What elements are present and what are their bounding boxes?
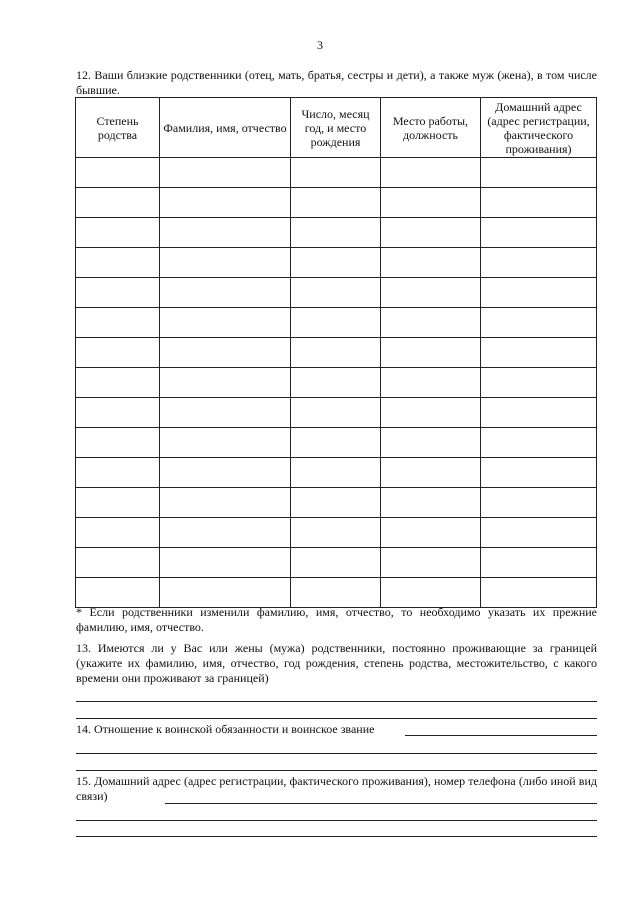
workplace-cell[interactable]	[381, 368, 481, 398]
workplace-cell[interactable]	[381, 308, 481, 338]
address-cell[interactable]	[481, 488, 597, 518]
birth-cell[interactable]	[291, 518, 381, 548]
address-cell[interactable]	[481, 428, 597, 458]
column-header-relation: Степень родства	[76, 98, 160, 158]
address-cell[interactable]	[481, 338, 597, 368]
birth-cell[interactable]	[291, 428, 381, 458]
table-row	[76, 578, 597, 608]
birth-cell[interactable]	[291, 158, 381, 188]
address-cell[interactable]	[481, 248, 597, 278]
relation-cell[interactable]	[76, 158, 160, 188]
section-15-answer-line-2[interactable]	[76, 820, 597, 821]
table-row	[76, 278, 597, 308]
section-13-answer-line-1[interactable]	[76, 701, 597, 702]
birth-cell[interactable]	[291, 548, 381, 578]
column-header-address: Домашний адрес (адрес регистрации, фактического проживания)	[481, 98, 597, 158]
address-cell[interactable]	[481, 458, 597, 488]
relatives-table	[75, 97, 597, 608]
full-name-cell[interactable]	[160, 458, 291, 488]
full-name-cell[interactable]	[160, 518, 291, 548]
full-name-cell[interactable]	[160, 188, 291, 218]
section-14-question: 14. Отношение к воинской обязанности и воинское звание	[76, 722, 375, 736]
table-row	[76, 488, 597, 518]
relation-cell[interactable]	[76, 248, 160, 278]
table-row	[76, 518, 597, 548]
table-row	[76, 248, 597, 278]
workplace-cell[interactable]	[381, 518, 481, 548]
birth-cell[interactable]	[291, 308, 381, 338]
relation-cell[interactable]	[76, 188, 160, 218]
workplace-cell[interactable]	[381, 398, 481, 428]
workplace-cell[interactable]	[381, 338, 481, 368]
column-header-workplace: Место работы, должность	[381, 98, 481, 158]
full-name-cell[interactable]	[160, 278, 291, 308]
full-name-cell[interactable]	[160, 248, 291, 278]
section-14-answer-line-inline[interactable]	[405, 735, 597, 736]
address-cell[interactable]	[481, 278, 597, 308]
address-cell[interactable]	[481, 368, 597, 398]
address-cell[interactable]	[481, 578, 597, 608]
birth-cell[interactable]	[291, 338, 381, 368]
workplace-cell[interactable]	[381, 428, 481, 458]
section-15-answer-line-inline[interactable]	[165, 803, 597, 804]
birth-cell[interactable]	[291, 458, 381, 488]
section-14-answer-line-2[interactable]	[76, 753, 597, 754]
full-name-cell[interactable]	[160, 368, 291, 398]
table-row	[76, 458, 597, 488]
workplace-cell[interactable]	[381, 458, 481, 488]
section-12-title: 12. Ваши близкие родственники (отец, мать, братья, сестры и дети), а также муж (жена), в том числе бывшие.	[76, 68, 597, 97]
table-row	[76, 308, 597, 338]
relation-cell[interactable]	[76, 278, 160, 308]
relation-cell[interactable]	[76, 458, 160, 488]
workplace-cell[interactable]	[381, 248, 481, 278]
full-name-cell[interactable]	[160, 158, 291, 188]
section-12-footnote: * Если родственники изменили фамилию, имя, отчество, то необходимо указать их прежние фамилию, имя, отчество.	[76, 605, 597, 634]
relation-cell[interactable]	[76, 308, 160, 338]
workplace-cell[interactable]	[381, 188, 481, 218]
workplace-cell[interactable]	[381, 578, 481, 608]
relation-cell[interactable]	[76, 518, 160, 548]
birth-cell[interactable]	[291, 578, 381, 608]
workplace-cell[interactable]	[381, 488, 481, 518]
relation-cell[interactable]	[76, 548, 160, 578]
address-cell[interactable]	[481, 548, 597, 578]
table-row	[76, 428, 597, 458]
full-name-cell[interactable]	[160, 398, 291, 428]
full-name-cell[interactable]	[160, 338, 291, 368]
address-cell[interactable]	[481, 218, 597, 248]
birth-cell[interactable]	[291, 398, 381, 428]
relation-cell[interactable]	[76, 338, 160, 368]
workplace-cell[interactable]	[381, 278, 481, 308]
birth-cell[interactable]	[291, 488, 381, 518]
section-14-answer-line-3[interactable]	[76, 770, 597, 771]
full-name-cell[interactable]	[160, 488, 291, 518]
relatives-table-body	[76, 158, 597, 608]
address-cell[interactable]	[481, 308, 597, 338]
relation-cell[interactable]	[76, 578, 160, 608]
birth-cell[interactable]	[291, 368, 381, 398]
table-row	[76, 218, 597, 248]
address-cell[interactable]	[481, 398, 597, 428]
relation-cell[interactable]	[76, 428, 160, 458]
section-13-question: 13. Имеются ли у Вас или жены (мужа) родственники, постоянно проживающие за границей (укажите их фамилию, имя, отчество, год рождения, степень родства, местожительство, с какого времени они проживают за границей)	[76, 641, 597, 685]
birth-cell[interactable]	[291, 278, 381, 308]
relation-cell[interactable]	[76, 488, 160, 518]
section-13-answer-line-2[interactable]	[76, 718, 597, 719]
full-name-cell[interactable]	[160, 578, 291, 608]
relation-cell[interactable]	[76, 218, 160, 248]
table-row	[76, 368, 597, 398]
column-header-birth: Число, месяц год, и место рождения	[291, 98, 381, 158]
relation-cell[interactable]	[76, 398, 160, 428]
birth-cell[interactable]	[291, 248, 381, 278]
birth-cell[interactable]	[291, 218, 381, 248]
page-number: 3	[317, 38, 323, 52]
table-row	[76, 548, 597, 578]
address-cell[interactable]	[481, 188, 597, 218]
full-name-cell[interactable]	[160, 218, 291, 248]
address-cell[interactable]	[481, 518, 597, 548]
table-row	[76, 158, 597, 188]
birth-cell[interactable]	[291, 188, 381, 218]
section-15-answer-line-3[interactable]	[76, 836, 597, 837]
table-row	[76, 338, 597, 368]
section-15-question: 15. Домашний адрес (адрес регистрации, фактического проживания), номер телефона (либо иной вид связи)	[76, 774, 597, 803]
address-cell[interactable]	[481, 158, 597, 188]
workplace-cell[interactable]	[381, 548, 481, 578]
relatives-table-header	[76, 98, 597, 158]
column-header-full-name: Фамилия, имя, отчество	[160, 98, 291, 158]
relation-cell[interactable]	[76, 368, 160, 398]
workplace-cell[interactable]	[381, 158, 481, 188]
table-row	[76, 188, 597, 218]
workplace-cell[interactable]	[381, 218, 481, 248]
full-name-cell[interactable]	[160, 308, 291, 338]
full-name-cell[interactable]	[160, 548, 291, 578]
table-row	[76, 398, 597, 428]
full-name-cell[interactable]	[160, 428, 291, 458]
